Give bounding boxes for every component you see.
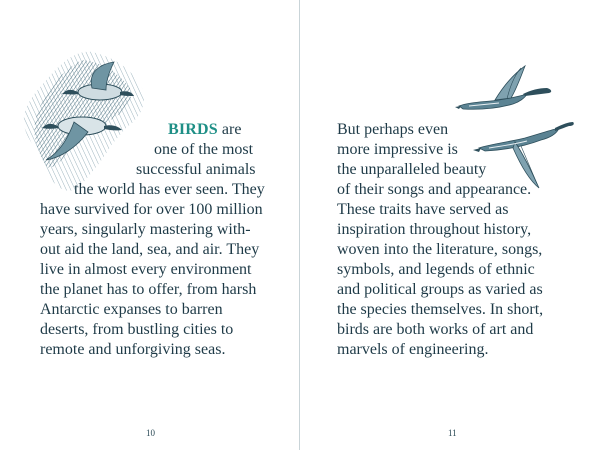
left-line-4: the world has ever seen. They bbox=[74, 181, 265, 198]
left-line-5: have survived for over 100 million bbox=[40, 201, 263, 218]
left-line-11: deserts, from bustling cities to bbox=[40, 321, 234, 338]
right-line-8: symbols, and legends of ethnic bbox=[337, 261, 535, 278]
right-line-1: But perhaps even bbox=[337, 121, 449, 138]
right-line-4: of their songs and appearance. bbox=[337, 181, 532, 198]
pintail-duck-lower bbox=[473, 122, 574, 188]
left-line-6: years, singularly mastering with- bbox=[40, 221, 251, 238]
right-line-10: the species themselves. In short, bbox=[337, 301, 544, 318]
pintail-duck-upper bbox=[455, 66, 551, 109]
left-line-10: Antarctic expanses to barren bbox=[40, 301, 223, 318]
right-line-11: birds are both works of art and bbox=[337, 321, 534, 338]
left-line-2: one of the most bbox=[154, 141, 254, 158]
right-line-9: and political groups as varied as bbox=[337, 281, 543, 298]
left-line-9: the planet has to offer, from harsh bbox=[40, 281, 257, 298]
opening-line bbox=[168, 120, 241, 140]
page-number-right: 11 bbox=[448, 428, 457, 438]
left-line-12: remote and unforgiving seas. bbox=[40, 341, 226, 358]
right-line-12: marvels of engineering. bbox=[337, 341, 489, 358]
pintail-ducks-illustration bbox=[455, 62, 575, 192]
left-line-3: successful animals bbox=[136, 161, 256, 178]
page-number-left: 10 bbox=[146, 428, 155, 438]
right-line-5: These traits have served as bbox=[337, 201, 509, 218]
left-line-8: live in almost every environment bbox=[40, 261, 252, 278]
left-line-1: are bbox=[221, 121, 242, 138]
right-line-6: inspiration throughout history, bbox=[337, 221, 532, 238]
right-line-3: the unparalleled beauty bbox=[337, 161, 487, 178]
right-line-7: woven into the literature, songs, bbox=[337, 241, 543, 258]
left-page bbox=[0, 0, 299, 450]
left-line-7: out aid the land, sea, and air. They bbox=[40, 241, 260, 258]
lead-word: BIRDS bbox=[168, 121, 218, 138]
right-line-2: more impressive is bbox=[337, 141, 458, 158]
